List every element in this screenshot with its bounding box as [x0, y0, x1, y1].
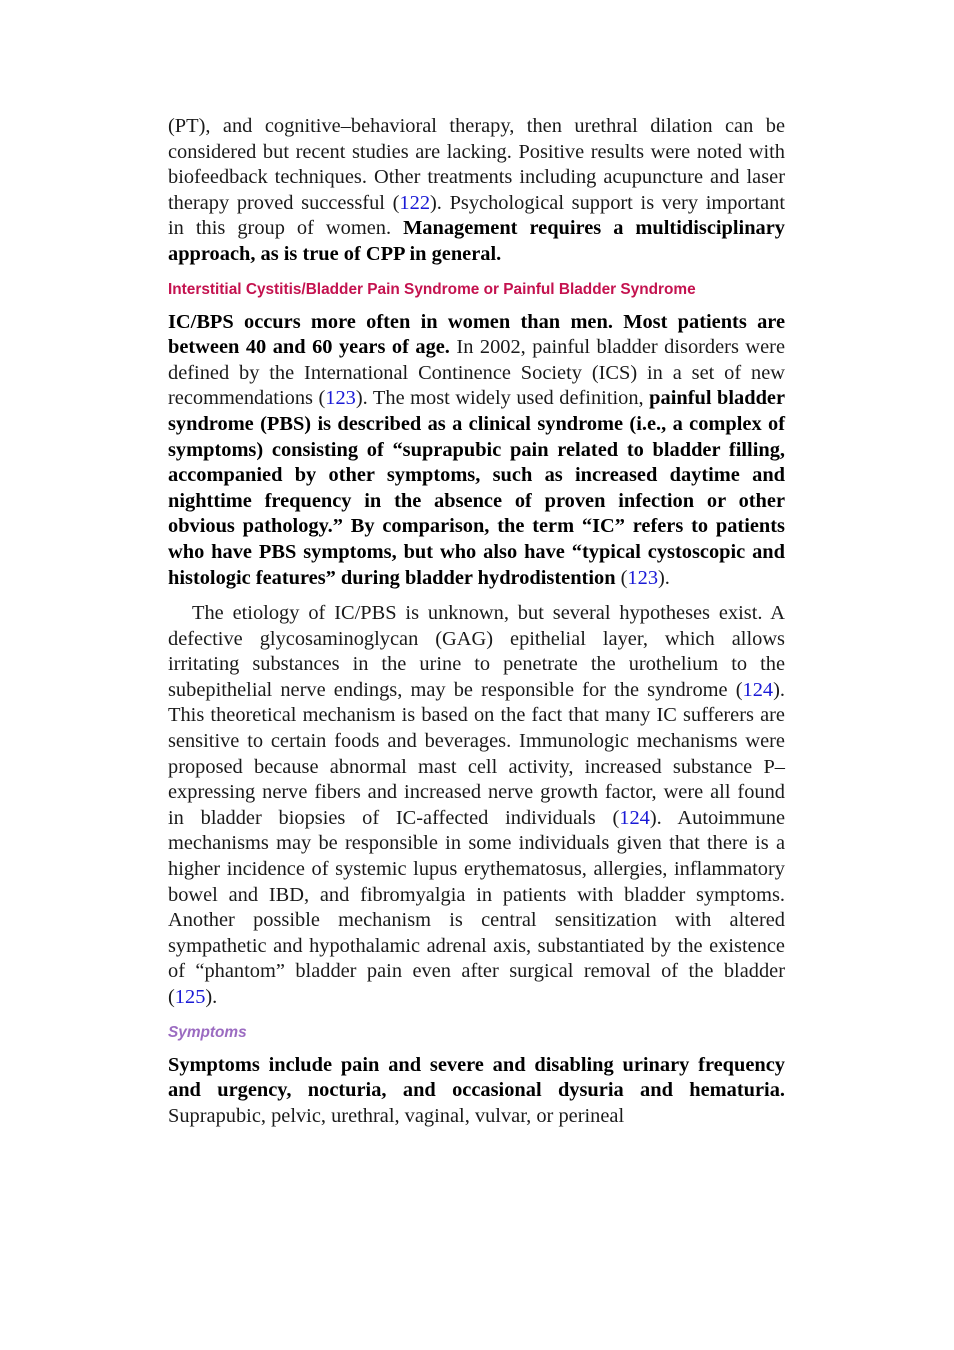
text-run: ). Psychological support is very important in this group of women.	[168, 191, 786, 240]
paragraph-etiology	[168, 601, 785, 1011]
bold-statement: Management requires a multidisciplinary approach, as is true of CPP in general.	[168, 217, 785, 265]
text-run: (	[615, 566, 628, 589]
reference-link-124[interactable]: 124	[619, 806, 650, 829]
text-run: ). This theoretical mechanism is based on the fact that many IC sufferers are sensitive to certain foods and beverages. Immunologic mechanisms were proposed because abnormal mast cell activity, increased substance P–expressing nerve fibers and increased nerve growth factor, were all found in bladder biopsies of IC-affected individuals (	[168, 678, 785, 829]
reference-link-123[interactable]: 123	[325, 387, 356, 410]
text-run: (PT), and cognitive–behavioral therapy, then urethral dilation can be considered but recent studies are lacking. Positive results were noted with biofeedback techniques. Other treatments including acupuncture and laser therapy proved successful (	[168, 115, 785, 214]
reference-link-125[interactable]: 125	[174, 986, 206, 1008]
bold-definition: painful bladder syndrome (PBS) is described as a clinical syndrome (i.e., a complex of symptoms) consisting of “suprapubic pain related to bladder filling, accompanied by other symptoms, such as increased daytime and nighttime frequency in the absence of proven infection or other obvious pathology.” By comparison, the term “IC” refers to patients who have PBS symptoms, but who also have “typical cystoscopic and histologic features” during bladder hydrodistention	[168, 387, 786, 589]
bold-statement: Symptoms include pain and severe and disabling urinary frequency and urgency, nocturia, and occasional dysuria and hematuria.	[168, 1053, 785, 1102]
reference-link-122[interactable]: 122	[399, 191, 431, 214]
text-run: Suprapubic, pelvic, urethral, vaginal, vulvar, or perineal	[168, 1104, 625, 1127]
reference-link-123[interactable]: 123	[627, 566, 659, 589]
bold-statement: IC/BPS occurs more often in women than men. Most patients are between 40 and 60 years of age.	[168, 310, 785, 359]
paragraph-intro	[168, 114, 785, 268]
text-run: The etiology of IC/PBS is unknown, but several hypotheses exist. A defective glycosaminoglycan (GAG) epithelial layer, which allows irritating substances in the urine to penetrate the urothelium to the subepithelial nerve endings, may be responsible for the syndrome (	[168, 602, 785, 701]
section-heading-symptoms: Symptoms	[168, 1023, 247, 1041]
page-content	[168, 114, 785, 1129]
text-run: ). The most widely used definition,	[355, 387, 650, 410]
text-run: ).	[658, 566, 670, 589]
paragraph-symptoms	[168, 1053, 785, 1130]
text-run: ). Autoimmune mechanisms may be responsible in some individuals given that there is a higher incidence of systemic lupus erythematosus, allergies, inflammatory bowel and IBD, and fibromyalgia in patients with bladder symptoms. Another possible mechanism is central sensitization with altered sympathetic and hypothalamic adrenal axis, substantiated by the existence of “phantom” bladder pain even after surgical removal of the bladder (	[168, 806, 786, 1008]
text-run: ).	[205, 986, 218, 1008]
text-run: In 2002, painful bladder disorders were defined by the International Continence Society (ICS) in a set of new recommendations (	[168, 336, 786, 410]
reference-link-124[interactable]: 124	[742, 678, 774, 701]
section-heading-ic-bps: Interstitial Cystitis/Bladder Pain Syndrome or Painful Bladder Syndrome	[168, 280, 696, 298]
paragraph-ic-definition	[168, 310, 785, 592]
